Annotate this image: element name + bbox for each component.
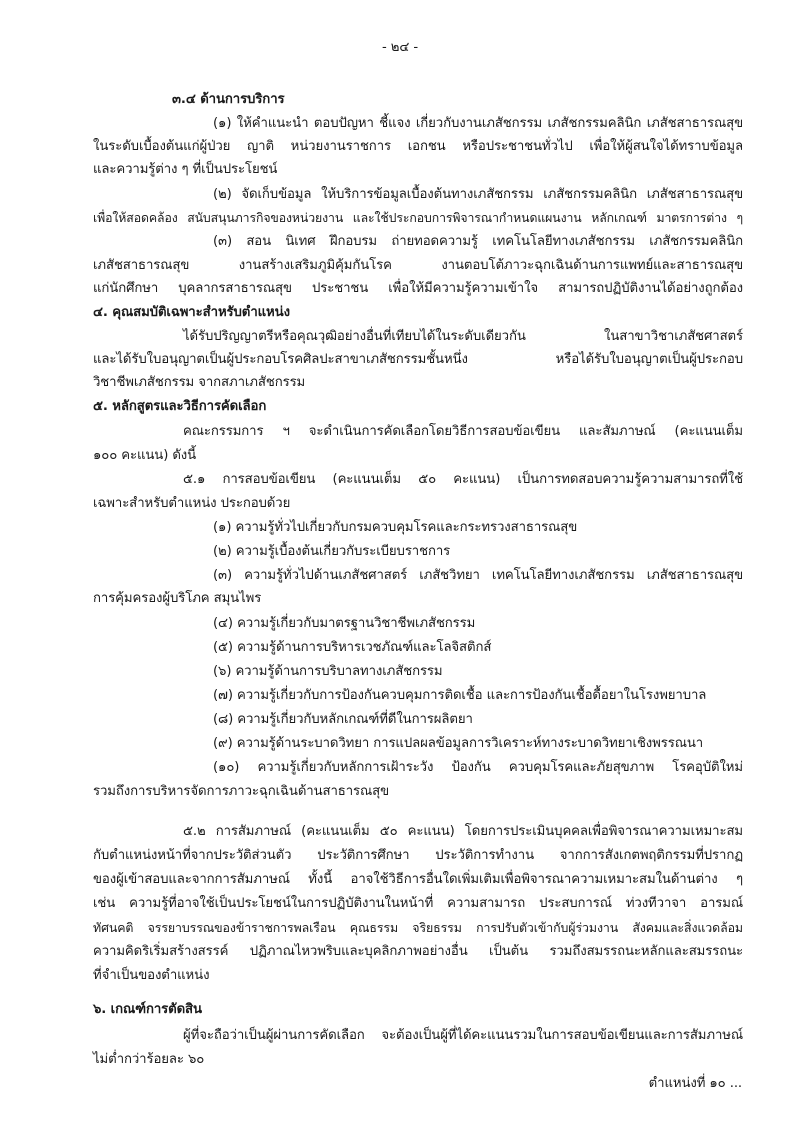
section-6-line-1: ผู้ที่จะถือว่าเป็นผู้ผ่านการคัดเลือก จะต้องเป็นผู้ที่ได้คะแนนรวมในการสอบข้อเขียนและการสัมภาษณ์ [183,1028,743,1043]
section-5-1-line-1: ๕.๑ การสอบข้อเขียน (คะแนนเต็ม ๕๐ คะแนน) เป็นการทดสอบความรู้ความสามารถที่ใช้ [183,472,743,487]
section-6-line-2: ไม่ต่ำกว่าร้อยละ ๖๐ [93,1052,205,1067]
section-3-4-item-3-line-2: เภสัชสาธารณสุข งานสร้างเสริมภูมิคุ้มกันโรค งานตอบโต้ภาวะฉุกเฉินด้านการแพทย์และสาธารณสุข [93,258,743,273]
section-3-4-item-3-line-1: (๓) สอน นิเทศ ฝึกอบรม ถ่ายทอดความรู้ เทคโนโลยีทางเภสัชกรรม เภสัชกรรมคลินิก [213,234,743,249]
section-5-2-line-6: ความคิดริเริ่มสร้างสรรค์ ปฏิภาณไหวพริบและบุคลิกภาพอย่างอื่น เป็นต้น รวมถึงสมรรถนะหลักและสมรรถนะ [93,944,743,959]
exam-topic-10-line-2: รวมถึงการบริหารจัดการภาวะฉุกเฉินด้านสาธารณสุข [93,784,390,799]
section-3-4-heading: ๓.๔ ด้านการบริการ [172,92,285,107]
exam-topic-7: (๗) ความรู้เกี่ยวกับการป้องกันควบคุมการติดเชื้อ และการป้องกันเชื้อดื้อยาในโรงพยาบาล [213,688,707,703]
exam-topic-6: (๖) ความรู้ด้านการบริบาลทางเภสัชกรรม [213,664,443,679]
section-4-line-3: วิชาชีพเภสัชกรรม จากสภาเภสัชกรรม [93,375,306,390]
section-3-4-item-1-line-1: (๑) ให้คำแนะนำ ตอบปัญหา ชี้แจง เกี่ยวกับงานเภสัชกรรม เภสัชกรรมคลินิก เภสัชสาธารณสุข [213,116,743,131]
exam-topic-8: (๘) ความรู้เกี่ยวกับหลักเกณฑ์ที่ดีในการผลิตยา [213,712,473,727]
section-5-2-line-7: ที่จำเป็นของตำแหน่ง [93,968,210,983]
section-3-4-item-1-line-2: ในระดับเบื้องต้นแก่ผู้ป่วย ญาติ หน่วยงานราชการ เอกชน หรือประชาชนทั่วไป เพื่อให้ผู้สนใจได้ทราบข้อมูล [93,139,743,154]
exam-topic-4: (๔) ความรู้เกี่ยวกับมาตรฐานวิชาชีพเภสัชกรรม [213,616,476,631]
section-5-2-line-1: ๕.๒ การสัมภาษณ์ (คะแนนเต็ม ๕๐ คะแนน) โดยการประเมินบุคคลเพื่อพิจารณาความเหมาะสม [183,824,743,839]
continuation-note: ตำแหน่งที่ ๑๐ ... [648,1076,742,1091]
section-4-line-1: ได้รับปริญญาตรีหรือคุณวุฒิอย่างอื่นที่เทียบได้ในระดับเดียวกัน ในสาขาวิชาเภสัชศาสตร์ [183,329,743,344]
exam-topic-1: (๑) ความรู้ทั่วไปเกี่ยวกับกรมควบคุมโรคและกระทรวงสาธารณสุข [213,520,578,535]
exam-topic-9: (๙) ความรู้ด้านระบาดวิทยา การแปลผลข้อมูลการวิเคราะห์ทางระบาดวิทยาเชิงพรรณนา [213,736,704,751]
exam-topic-10-line-1: (๑๐) ความรู้เกี่ยวกับหลักการเฝ้าระวัง ป้องกัน ควบคุมโรคและภัยสุขภาพ โรคอุบัติใหม่ [213,760,743,775]
section-3-4-item-3-line-3: แก่นักศึกษา บุคลากรสาธารณสุข ประชาชน เพื่อให้มีความรู้ความเข้าใจ สามารถปฏิบัติงานได้อย่างถูกต้อง [93,281,743,296]
exam-topic-5: (๕) ความรู้ด้านการบริหารเวชภัณฑ์และโลจิสติกส์ [213,640,492,655]
exam-topic-3-line-1: (๓) ความรู้ทั่วไปด้านเภสัชศาสตร์ เภสัชวิทยา เทคโนโลยีทางเภสัชกรรม เภสัชสาธารณสุข [213,568,743,583]
section-5-2-line-5: ทัศนคติ จรรยาบรรณของข้าราชการพลเรือน คุณธรรม จริยธรรม การปรับตัวเข้ากับผู้ร่วมงาน สังคมและสิ่งแวดล้อม [93,920,743,935]
exam-topic-2: (๒) ความรู้เบื้องต้นเกี่ยวกับระเบียบราชการ [213,544,451,559]
section-3-4-item-2-line-1: (๒) จัดเก็บข้อมูล ให้บริการข้อมูลเบื้องต้นทางเภสัชกรรม เภสัชกรรมคลินิก เภสัชสาธารณสุข [213,187,743,202]
section-5-2-line-2: กับตำแหน่งหน้าที่จากประวัติส่วนตัว ประวัติการศึกษา ประวัติการทำงาน จากการสังเกตพฤติกรรมที่ปรากฏ [93,848,743,863]
section-5-2-line-3: ของผู้เข้าสอบและจากการสัมภาษณ์ ทั้งนี้ อาจใช้วิธีการอื่นใดเพิ่มเติมเพื่อพิจารณาความเหมาะสมในด้านต่าง ๆ [93,872,743,887]
page-number: - ๒๔ - [382,40,418,55]
exam-topic-3-line-2: การคุ้มครองผู้บริโภค สมุนไพร [93,591,262,606]
section-4-heading: ๔. คุณสมบัติเฉพาะสำหรับตำแหน่ง [93,305,290,320]
section-5-heading: ๕. หลักสูตรและวิธีการคัดเลือก [93,399,267,414]
section-5-2-line-4: เช่น ความรู้ที่อาจใช้เป็นประโยชน์ในการปฏิบัติงานในหน้าที่ ความสามารถ ประสบการณ์ ท่วงทีวาจา อารมณ์ [93,896,743,911]
section-3-4-item-2-line-2: เพื่อให้สอดคล้อง สนับสนุนภารกิจของหน่วยงาน และใช้ประกอบการพิจารณากำหนดแผนงาน หลักเกณฑ์ มาตรการต่าง ๆ [93,211,743,225]
section-5-intro-line-2: ๑๐๐ คะแนน) ดังนี้ [93,448,197,463]
section-4-line-2: และได้รับใบอนุญาตเป็นผู้ประกอบโรคศิลปะสาขาเภสัชกรรมชั้นหนึ่ง หรือได้รับใบอนุญาตเป็นผู้ประกอบ [93,352,743,367]
section-5-intro-line-1: คณะกรรมการ ฯ จะดำเนินการคัดเลือกโดยวิธีการสอบข้อเขียน และสัมภาษณ์ (คะแนนเต็ม [183,424,743,439]
section-5-1-line-2: เฉพาะสำหรับตำแหน่ง ประกอบด้วย [93,496,291,511]
section-3-4-item-1-line-3: และความรู้ต่าง ๆ ที่เป็นประโยชน์ [93,162,278,177]
section-6-heading: ๖. เกณฑ์การตัดสิน [93,1002,202,1017]
